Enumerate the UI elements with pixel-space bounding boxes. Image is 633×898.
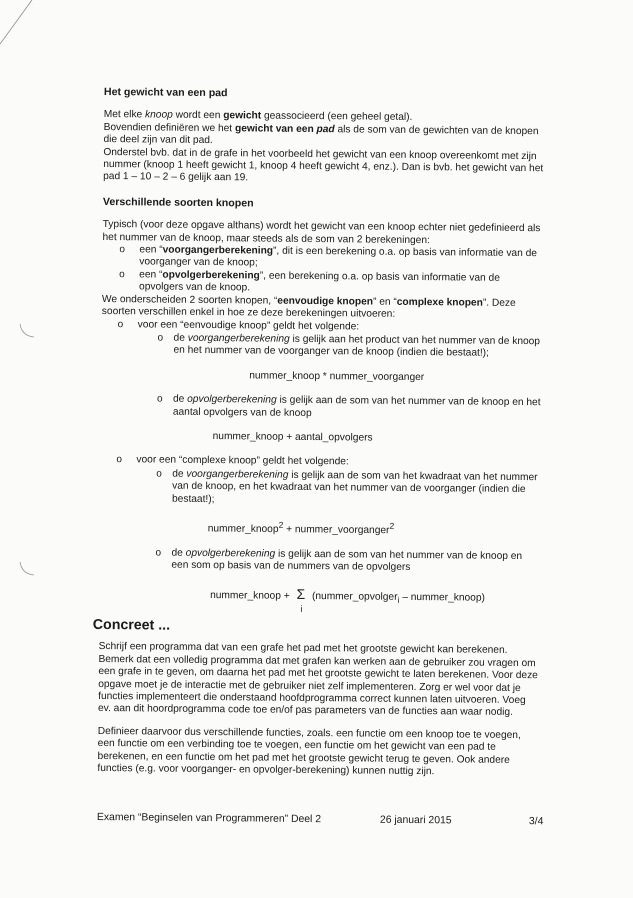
formula-term: – nummer_knoop) <box>399 591 485 604</box>
text: de <box>172 468 187 480</box>
text: de <box>173 332 188 344</box>
bold-term: gewicht van een <box>234 123 317 135</box>
text: is gelijk aan de som van het nummer van de knoop en het aantal opvolgers van de knoop <box>172 394 541 419</box>
bold-term: eenvoudige knopen <box>277 295 374 308</box>
superscript: 2 <box>389 520 395 531</box>
section-heading-concrete: Concreet ... <box>92 616 171 634</box>
formula-term: (nummer_opvolger <box>309 590 398 603</box>
sigma-glyph: Σ <box>296 585 306 602</box>
text: We onderscheiden 2 soorten knopen, “ <box>101 293 278 307</box>
text: wordt een <box>172 110 224 122</box>
italic-term: opvolgerberekening <box>187 393 277 406</box>
text: voor een “eenvoudige knoop” geldt het volgende: <box>137 318 360 332</box>
formula-term: nummer_knoop <box>207 523 279 536</box>
footer-exam-title: Examen “Beginselen van Programmeren” Deel 2 <box>96 812 322 826</box>
list-item <box>102 269 542 298</box>
list-item-simple-node <box>101 318 542 446</box>
text: geassocieerd (een geheel getal). <box>261 110 413 124</box>
text: Bovendien definiëren we het <box>103 121 236 135</box>
formula: nummer_knoop + aantal_opvolgers <box>212 430 373 444</box>
section-heading-node-types: Verschillende soorten knopen <box>102 195 254 210</box>
paragraph-functions: Definieer daarvoor dus verschillende functies, zoals. een functie om een knoop toe te voegen, een functie om een verbinding toe te voegen, een functie om het gewicht van een pad te berekenen, en een functie om het pad met het grootste gewicht terug te geven. Ook andere functies (e.g. voor voorganger- en opvolger-berekening) kunnen nuttig zijn. <box>97 725 521 778</box>
formula <box>171 585 539 614</box>
footer-date: 26 januari 2015 <box>379 814 452 827</box>
text: ”. Deze soorten verschillen enkel in hoe ze deze berekeningen uitvoeren: <box>101 297 516 320</box>
text: voor een “complexe knoop” geldt het volgende: <box>136 454 349 468</box>
formula: nummer_knoop * nummer_voorganger <box>249 370 425 383</box>
sub-list <box>137 332 542 446</box>
document-body <box>92 86 544 790</box>
list-item <box>136 468 541 539</box>
folded-corner-mark <box>0 0 40 46</box>
text: is gelijk aan de som van het nummer van de knoop en een som op basis van de nummers van de opvolgers <box>171 548 523 574</box>
text: als de som van de gewichten van de knopen die deel zijn van dit pad. <box>103 124 539 147</box>
text: de <box>172 393 188 405</box>
bold-term: gewicht <box>223 110 262 122</box>
text: een “ <box>139 269 163 281</box>
paragraph-line: Onderstel bvb. dat in de grafe in het voorbeeld het gewicht van een knoop overeenkomt met zijn nummer (knoop 1 heeft gewicht 1, knoop 4 heeft gewicht 4, enz.). Dan is bvb. het gewicht van het pad 1 – 10 – 2 – 6 gelijk aan 19. <box>103 146 544 184</box>
bold-italic-term: pad <box>316 123 335 136</box>
paragraph-line <box>103 122 543 151</box>
text: een “ <box>139 244 163 256</box>
superscript: 2 <box>278 519 284 530</box>
bold-term: complexe knopen <box>396 296 483 309</box>
formula-term: nummer_knoop + <box>210 589 293 602</box>
italic-term: opvolgerberekening <box>185 547 276 560</box>
list-item-complex-node <box>99 454 540 614</box>
italic-term: voorgangerberekening <box>187 332 290 345</box>
subscript: i <box>397 594 400 605</box>
italic-term: knoop <box>145 109 173 122</box>
paragraph-weight-definition <box>103 109 544 188</box>
page-footer <box>96 812 549 828</box>
formula <box>172 518 540 539</box>
text: Met elke <box>103 109 146 121</box>
section-concrete <box>92 616 538 780</box>
text: is gelijk aan de som van het kwadraat van het nummer van de knoop, en het kwadraat van het nummer van de voorganger (indien die bestaat!); <box>171 469 538 505</box>
bold-term: voorgangerberekening <box>162 244 274 257</box>
punch-hole-mark <box>18 320 38 340</box>
list-item <box>137 393 541 446</box>
text: ”, dit is een berekening o.a. op basis van informatie van de voorganger van de knoop; <box>139 245 538 269</box>
sigma-symbol <box>296 585 306 614</box>
sub-list <box>135 468 540 614</box>
paragraph-assignment: Schrijf een programma dat van een grafe het pad met het grootste gewicht kan berekenen. Bemerk dat een volledig programma dat met grafen kan werken aan de gebruiker zou vragen om een grafe in te geven, om daarna het pad met het grootste gewicht te laten berekenen. Voor deze opgave moet je de interactie met de gebruiker niet zelf implementeren. Zorg er wel voor dat je functies implementeert die onderstaand hoofdprogramma correct kunnen laten uitvoeren. Voeg ev. aan dit hoordprogramma code toe en/of pas parameters van de functies aan waar nodig. <box>97 641 538 719</box>
sigma-subscript: i <box>300 603 303 614</box>
calculation-list <box>102 244 542 298</box>
list-item <box>137 332 541 385</box>
footer-page-number: 3/4 <box>528 816 544 828</box>
italic-term: voorgangerberekening <box>186 468 289 481</box>
text: is gelijk aan het product van het nummer van de knoop en het nummer van de voorganger van de knoop (indien die bestaat!); <box>173 333 541 360</box>
formula-term: + nummer_voorganger <box>283 524 390 537</box>
paragraph-intro: Typisch (voor deze opgave althans) wordt het gewicht van een knoop echter niet gedefinieerd als het nummer van de knoop, maar steeds als de som van 2 berekeningen: <box>102 219 541 246</box>
text: de <box>171 547 186 559</box>
text: ”, een berekening o.a. op basis van informatie van de opvolgers van de knoop. <box>139 270 500 294</box>
node-kind-list <box>99 318 542 614</box>
punch-hole-mark <box>18 558 38 578</box>
section-heading-weight-path: Het gewicht van een pad <box>103 86 228 100</box>
bold-term: opvolgerberekening <box>162 269 260 282</box>
list-item <box>135 547 540 614</box>
text: ” en “ <box>372 296 397 308</box>
